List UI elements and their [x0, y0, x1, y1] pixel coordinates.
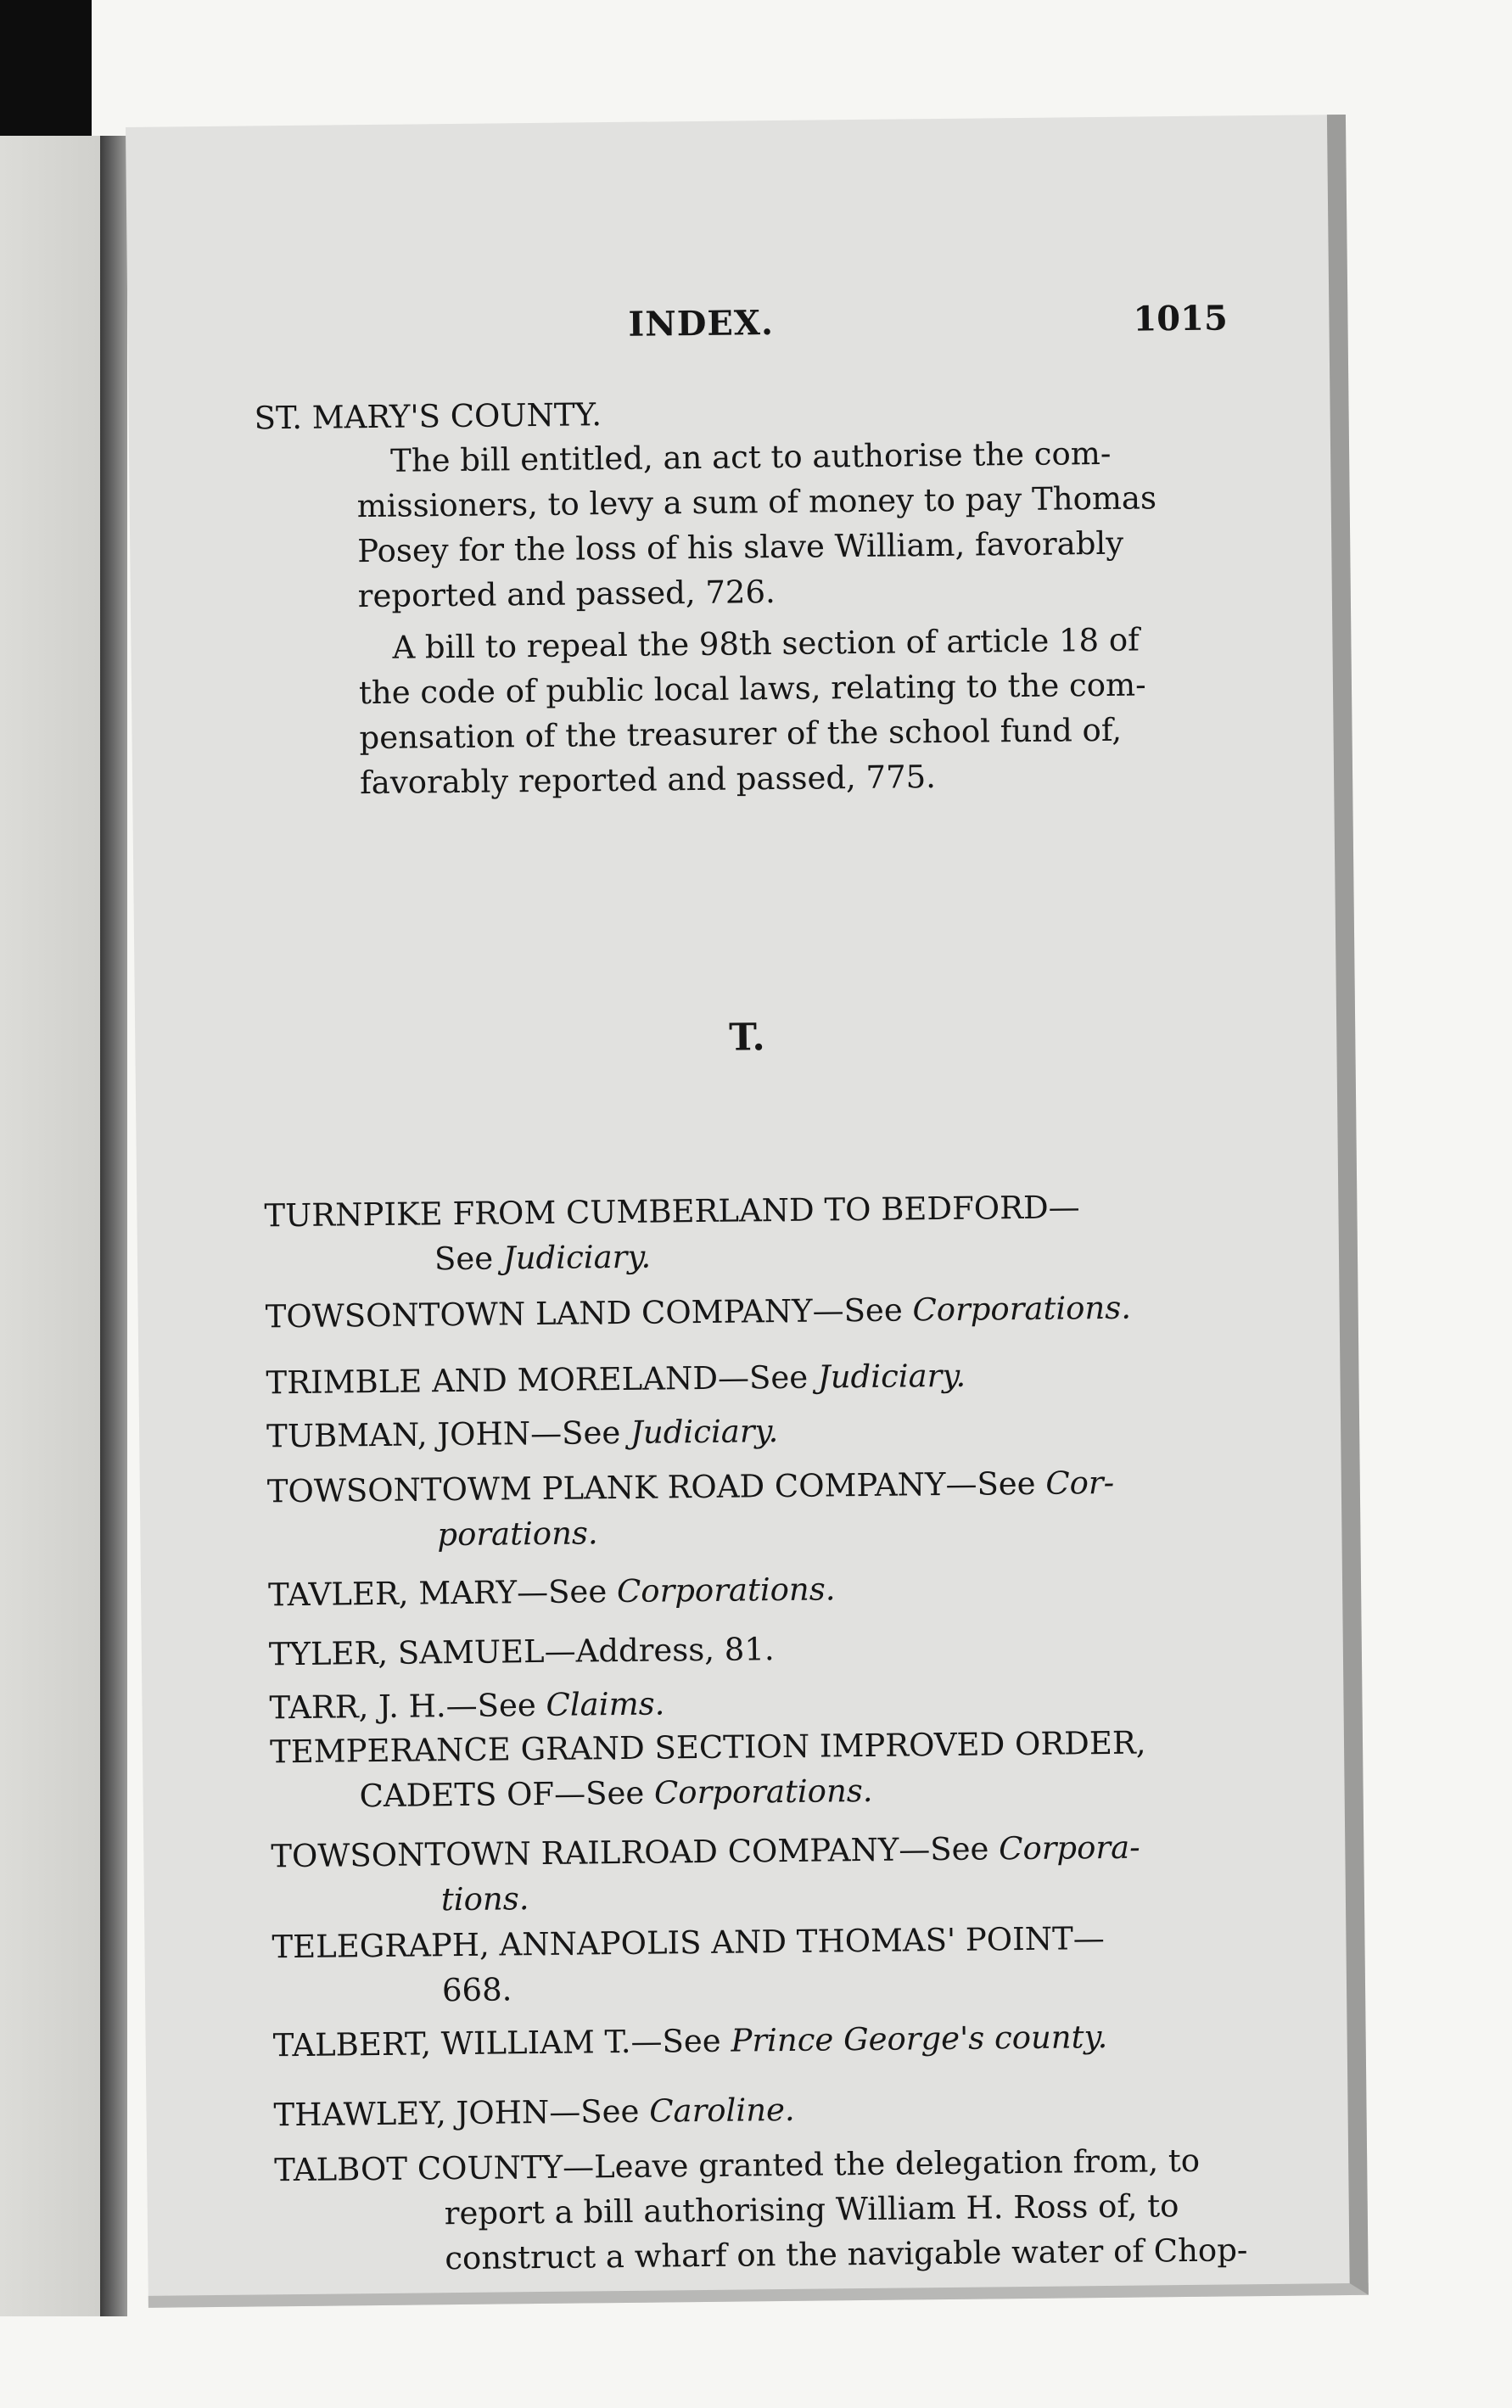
entry-see-text: CADETS OF—See [359, 1774, 655, 1815]
entry-see-text: See [434, 1240, 504, 1278]
index-entry [269, 1627, 775, 1677]
index-entry [274, 2137, 1248, 2282]
entry-heading [271, 1825, 1140, 1879]
entry-heading-text: TUBMAN, JOHN—See [266, 1414, 631, 1455]
para-line: reported and passed, 726. [357, 574, 776, 615]
entry-heading: TURNPIKE FROM CUMBERLAND TO BEDFORD— [264, 1189, 1080, 1235]
entry-continuation [267, 1505, 1115, 1559]
entry-heading [266, 1408, 779, 1459]
entry-heading [267, 1460, 1115, 1514]
entry-reference: Caroline. [648, 2091, 795, 2130]
entry-heading [273, 2087, 795, 2137]
facing-page-edge [0, 136, 109, 2316]
entry-heading: TALBOT COUNTY—Leave granted the delegation from, to [273, 2142, 1201, 2189]
para-line: The bill entitled, an act to authorise the com- [389, 434, 1112, 479]
entry-heading-text: THAWLEY, JOHN—See [273, 2092, 650, 2134]
entry-continuation [272, 1870, 1141, 1924]
st-marys-para-1 [356, 430, 1157, 619]
entry-continuation [270, 1766, 1146, 1820]
entry-reference: Corporations. [912, 1289, 1132, 1329]
index-entry [272, 2014, 1107, 2068]
entry-heading-text: TRIMBLE AND MORELAND—See [266, 1358, 819, 1402]
entry-reference: Claims. [546, 1685, 665, 1723]
entry-heading [269, 1681, 664, 1730]
entry-reference: Corpora- [998, 1828, 1140, 1868]
entry-heading [266, 1353, 966, 1406]
para-line: pensation of the treasurer of the school fund of, [359, 711, 1123, 757]
running-head [127, 297, 1348, 361]
index-entry [272, 1916, 1105, 2014]
entry-heading-text: TARR, J. H.—See [269, 1686, 546, 1727]
index-entry [269, 1681, 664, 1730]
page-number: 1015 [1133, 298, 1229, 339]
entry-heading-text: TOWSONTOWN RAILROAD COMPANY—See [271, 1830, 1000, 1875]
index-entry [266, 1408, 779, 1459]
page-content [126, 115, 1369, 2308]
entry-continuation: 668. [441, 1971, 512, 2009]
para-line: favorably reported and passed, 775. [359, 759, 937, 802]
para-line: Posey for the loss of his slave William, favorably [357, 524, 1124, 570]
book-spine [100, 136, 127, 2316]
entry-heading-text: TALBERT, WILLIAM T.—See [272, 2022, 731, 2064]
st-marys-para-2 [358, 617, 1147, 805]
entry-reference: Cor- [1045, 1464, 1115, 1502]
entry-heading [272, 2014, 1107, 2068]
book-cover-edge [0, 0, 92, 148]
index-entry [270, 1721, 1147, 1820]
entry-heading-text: TOWSONTOWN LAND COMPANY—See [265, 1291, 913, 1336]
para-line: A bill to repeal the 98th section of article 18 of [392, 621, 1140, 666]
entry-heading-text: TOWSONTOWM PLANK ROAD COMPANY—See [266, 1464, 1046, 1510]
entry-reference: Judiciary. [502, 1238, 652, 1277]
para-line: the code of public local laws, relating to the com- [358, 666, 1146, 712]
para-line: missioners, to levy a sum of money to pay Thomas [356, 479, 1157, 525]
index-entry [264, 1184, 1080, 1283]
entry-reference: Corporations. [616, 1571, 836, 1610]
index-entry [271, 1825, 1140, 1924]
index-page [126, 115, 1369, 2308]
entry-reference: Judiciary. [817, 1357, 966, 1396]
entry-heading: TYLER, SAMUEL—Address, 81. [268, 1631, 775, 1673]
entry-continuation: construct a wharf on the navigable water of Chop- [445, 2232, 1248, 2277]
index-entry [268, 1566, 836, 1617]
index-entry [273, 2087, 795, 2137]
entry-heading: TELEGRAPH, ANNAPOLIS AND THOMAS' POINT— [272, 1920, 1106, 1966]
st-marys-heading-text: ST. MARY'S COUNTY. [254, 396, 602, 437]
entry-reference: Judiciary. [630, 1413, 779, 1451]
entry-continuation [265, 1229, 1081, 1283]
section-letter: T. [729, 1016, 765, 1060]
entry-heading: TEMPERANCE GRAND SECTION IMPROVED ORDER, [269, 1724, 1146, 1771]
entry-reference: Prince George's county. [731, 2019, 1108, 2059]
running-head-title: INDEX. [628, 303, 775, 344]
entry-reference: tions. [440, 1880, 529, 1918]
index-entry [267, 1460, 1115, 1559]
index-entry [265, 1285, 1131, 1340]
entry-reference: Corporations. [653, 1772, 873, 1812]
entry-continuation: report a bill authorising William H. Ross of, to [444, 2187, 1179, 2232]
st-marys-heading [254, 392, 602, 440]
entry-heading [268, 1566, 836, 1617]
entry-heading [265, 1285, 1131, 1340]
entry-reference: porations. [437, 1515, 598, 1554]
entry-heading-text: TAVLER, MARY—See [267, 1573, 618, 1614]
index-entry [266, 1353, 966, 1406]
